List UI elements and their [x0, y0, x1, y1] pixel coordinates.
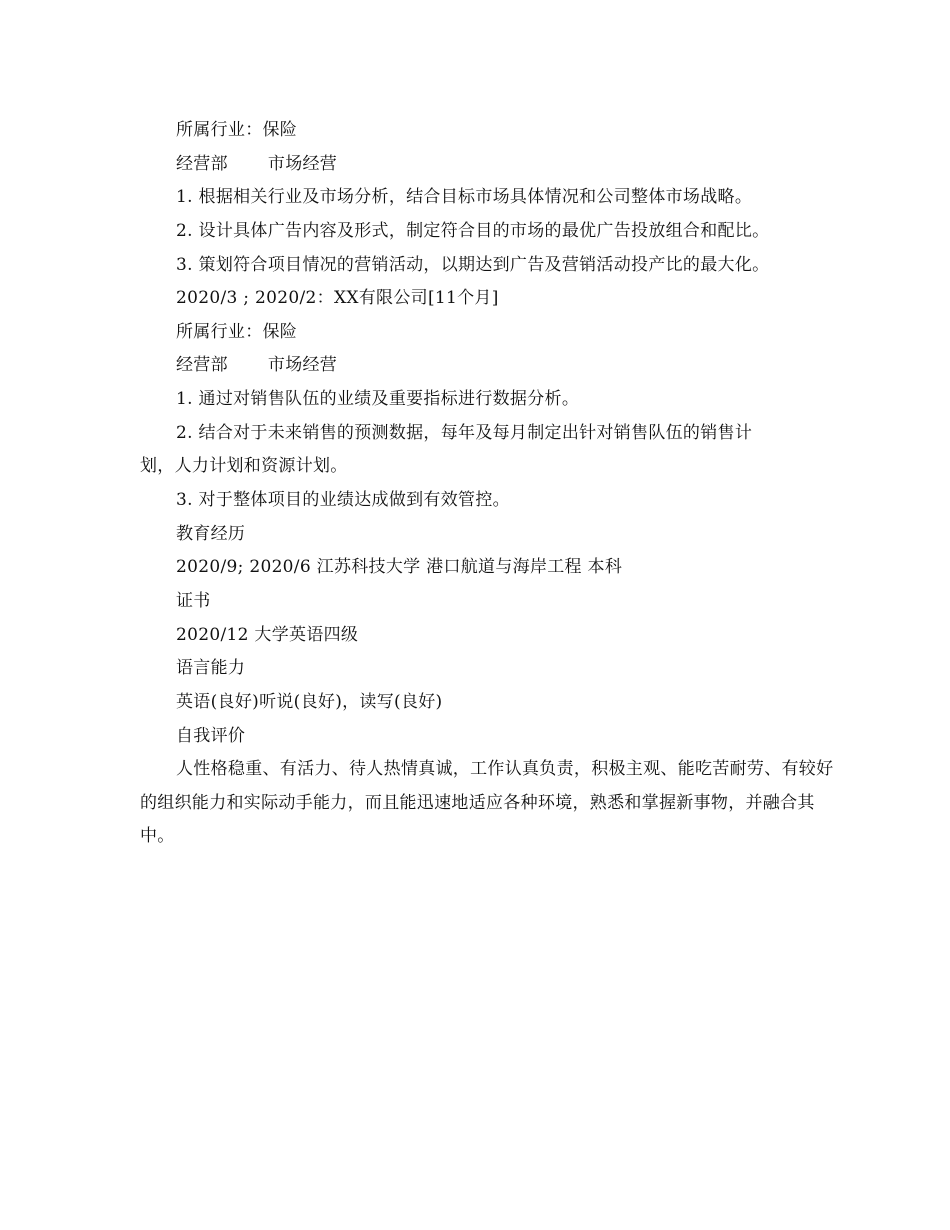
job2-industry: 所属行业：保险	[176, 322, 298, 342]
self-evaluation-text: 人性格稳重、有活力、待人热情真诚，工作认真负责，积极主观、能吃苦耐劳、有较好的组织能力和实际动手能力，而且能迅速地适应各种环境，熟悉和掌握新事物，并融合其中。	[140, 759, 834, 846]
job2-role: 市场经营	[267, 355, 338, 375]
job1-industry: 所属行业：保险	[176, 120, 298, 140]
job2-department-row	[176, 354, 337, 376]
job2-period: 2020/3 ; 2020/2：XX有限公司[11个月]	[176, 288, 499, 308]
language-entry: 英语(良好)听说(良好)，读写(良好)	[176, 692, 443, 712]
job2-duty-2-line-2: 划，人力计划和资源计划。	[140, 456, 348, 476]
certificate-heading: 证书	[176, 591, 211, 611]
job2-duty-2-line-1: 2. 结合对于未来销售的预测数据，每年及每月制定出针对销售队伍的销售计	[176, 423, 753, 443]
job2-duty-3: 3. 对于整体项目的业绩达成做到有效管控。	[176, 490, 510, 510]
self-evaluation-heading: 自我评价	[176, 726, 246, 746]
job1-department: 经营部	[176, 154, 228, 174]
language-heading: 语言能力	[176, 658, 246, 678]
education-entry: 2020/9; 2020/6 江苏科技大学 港口航道与海岸工程 本科	[176, 557, 623, 577]
job1-department-row	[176, 153, 337, 175]
job2-duty-1: 1. 通过对销售队伍的业绩及重要指标进行数据分析。	[176, 389, 580, 409]
job1-duty-1: 1. 根据相关行业及市场分析，结合目标市场具体情况和公司整体市场战略。	[176, 187, 753, 207]
job2-department: 经营部	[176, 355, 228, 375]
job1-role: 市场经营	[267, 154, 338, 174]
job1-duty-2: 2. 设计具体广告内容及形式，制定符合目的市场的最优广告投放组合和配比。	[176, 221, 770, 241]
certificate-entry: 2020/12 大学英语四级	[176, 625, 359, 645]
job1-duty-3: 3. 策划符合项目情况的营销活动，以期达到广告及营销活动投产比的最大化。	[176, 255, 770, 275]
education-heading: 教育经历	[176, 524, 246, 544]
